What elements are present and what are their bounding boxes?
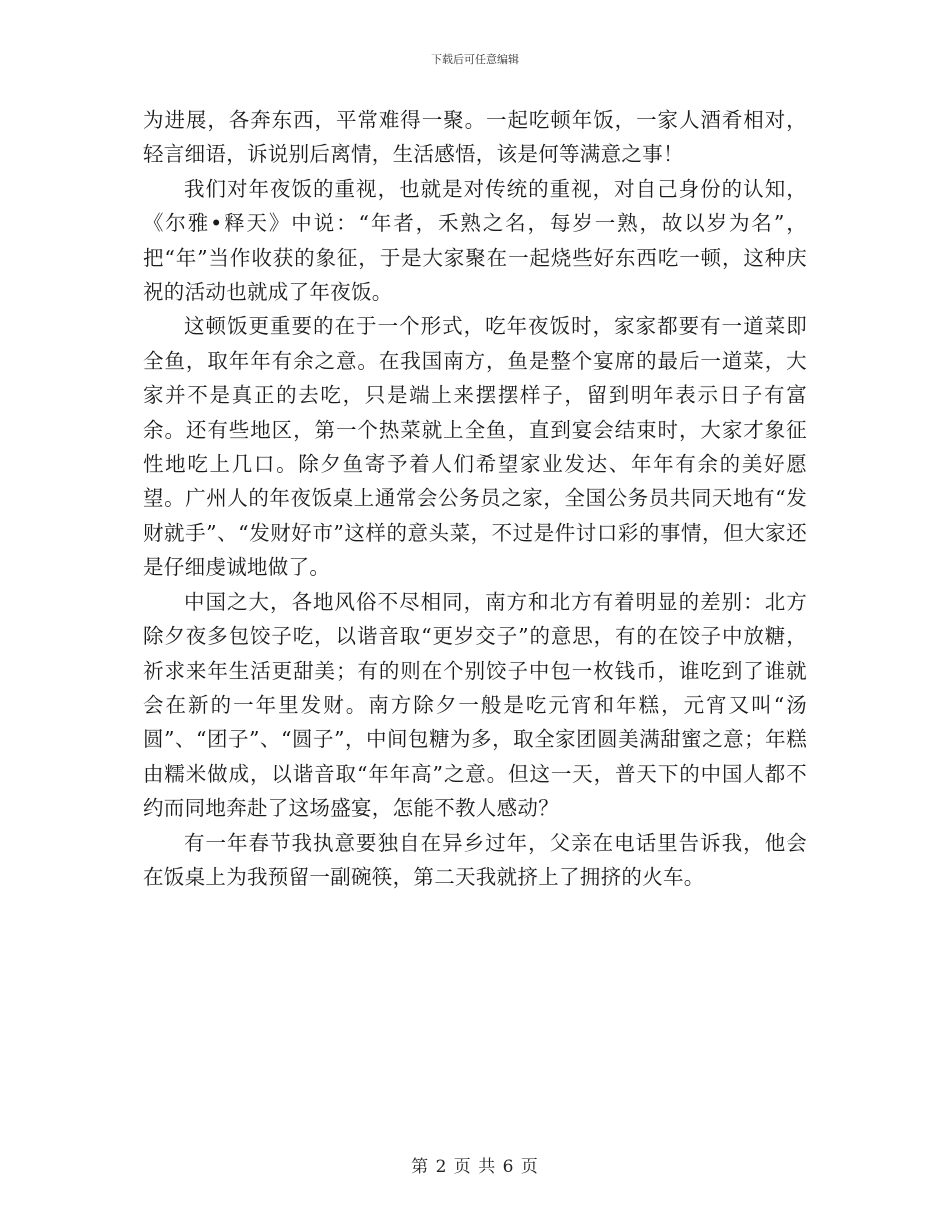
paragraph: 中国之大，各地风俗不尽相同，南方和北方有着明显的差别：北方除夕夜多包饺子吃，以谐音取“更岁交子”的意思，有的在饺子中放糖，祈求来年生活更甜美；有的则在个别饺子中包一枚钱币，谁吃到了谁就会在新的一年里发财。南方除夕一般是吃元宵和年糕，元宵又叫“汤圆”、“团子”、“圆子”，中间包糖为多，取全家团圆美满甜蜜之意；年糕由糯米做成，以谐音取“年年高”之意。但这一天，普天下的中国人都不约而同地奔赴了这场盛宴，怎能不教人感动？ — [143, 589, 807, 821]
document-body — [143, 103, 807, 894]
paragraph: 这顿饭更重要的在于一个形式，吃年夜饭时，家家都要有一道菜即全鱼，取年年有余之意。在我国南方，鱼是整个宴席的最后一道菜，大家并不是真正的去吃，只是端上来摆摆样子，留到明年表示日子有富余。还有些地区，第一个热菜就上全鱼，直到宴会结束时，大家才象征性地吃上几口。除夕鱼寄予着人们希望家业发达、年年有余的美好愿望。广州人的年夜饭桌上通常会公务员之家，全国公务员共同天地有“发财就手”、“发财好市”这样的意头菜，不过是件讨口彩的事情，但大家还是仔细虔诚地做了。 — [143, 314, 807, 580]
paragraph: 为进展，各奔东西，平常难得一聚。一起吃顿年饭，一家人酒肴相对，轻言细语，诉说别后离情，生活感悟，该是何等满意之事！ — [143, 108, 807, 167]
paragraph: 有一年春节我执意要独自在异乡过年，父亲在电话里告诉我，他会在饭桌上为我预留一副碗筷，第二天我就挤上了拥挤的火车。 — [143, 830, 807, 889]
page-header: 下载后可任意编辑 — [431, 53, 519, 66]
page-number-footer: 第 2 页 共 6 页 — [411, 1157, 539, 1177]
paragraph: 我们对年夜饭的重视，也就是对传统的重视，对自己身份的认知，《尔雅•释天》中说：“年者，禾熟之名，每岁一熟，故以岁为名”，把“年”当作收获的象征，于是大家聚在一起烧些好东西吃一顿，这种庆祝的活动也就成了年夜饭。 — [143, 176, 807, 305]
